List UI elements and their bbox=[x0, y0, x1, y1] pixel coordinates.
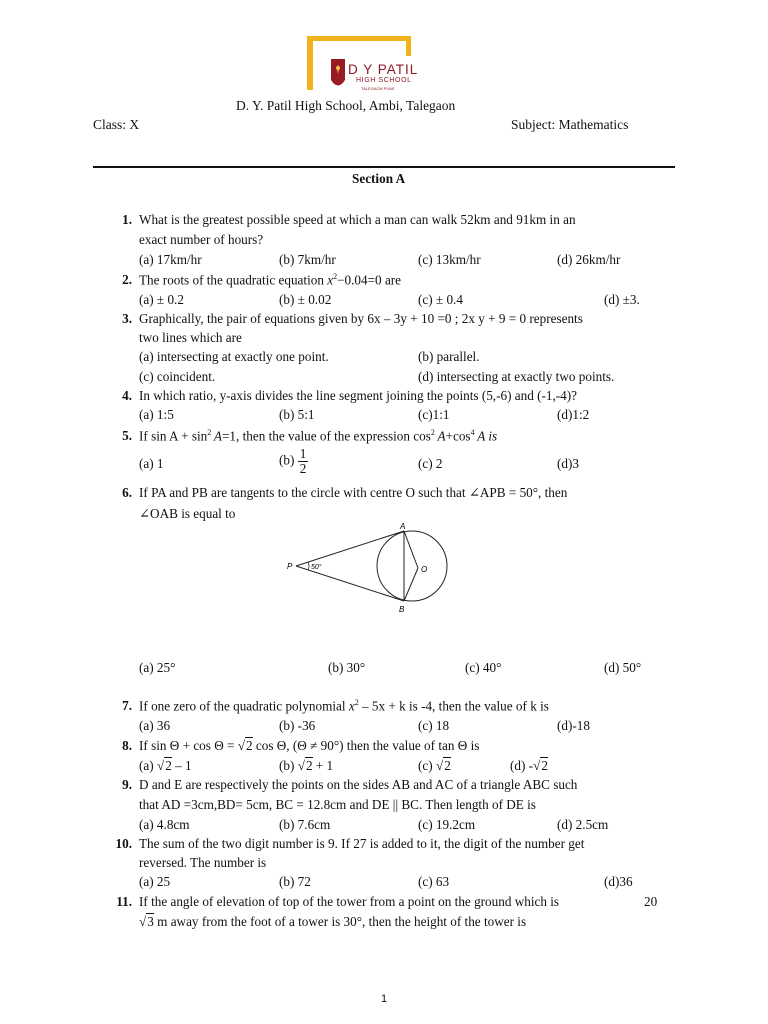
q5-option-b bbox=[279, 447, 308, 476]
q11-text-line1: If the angle of elevation of top of the tower from a point on the ground which is bbox=[139, 894, 560, 909]
q9-text-line2: that AD =3cm,BD= 5cm, BC = 12.8cm and DE || BC. Then length of DE is bbox=[139, 797, 536, 812]
q9-option-a: (a) 4.8cm bbox=[139, 817, 190, 832]
q8-option-b: (b) √2 + 1 bbox=[279, 758, 334, 773]
q9-option-c: (c) 19.2cm bbox=[418, 817, 476, 832]
page-number: 1 bbox=[381, 993, 388, 1005]
q7-text-pre: If one zero of the quadratic polynomial bbox=[139, 698, 346, 714]
header-rule bbox=[93, 166, 675, 168]
q5-fraction-half: $\frac{1}{2}$ bbox=[299, 446, 307, 476]
q5-option-b-label: (b) bbox=[279, 452, 295, 468]
logo-subtitle: HIGH SCHOOL bbox=[356, 77, 412, 84]
q3-option-c: (c) coincident. bbox=[139, 369, 216, 384]
q9-text-line1: D and E are respectively the points on the sides AB and AC of a triangle ABC such bbox=[139, 777, 578, 792]
subject-label: Subject: Mathematics bbox=[511, 117, 629, 132]
q3-text-line2: two lines which are bbox=[139, 330, 242, 345]
q8-option-d-label: (d) - bbox=[510, 758, 534, 773]
q10-number: 10. bbox=[115, 836, 132, 851]
q2-number: 2. bbox=[122, 272, 132, 287]
q8-text-post: cos Θ, (Θ ≠ 90°) then the value of tan Θ is bbox=[255, 738, 480, 753]
q2-option-c: (c) ± 0.4 bbox=[418, 292, 463, 307]
q8-option-c: (c) √2 bbox=[418, 758, 451, 773]
q6-label-p: P bbox=[287, 562, 293, 571]
q8-option-b-label: (b) bbox=[279, 758, 295, 773]
q7-option-c: (c) 18 bbox=[418, 718, 450, 733]
q2-option-a: (a) ± 0.2 bbox=[139, 292, 184, 307]
q11-text-line2-rest: m away from the foot of a tower is 30°, then the height of the tower is bbox=[157, 914, 527, 929]
q7-option-a: (a) 36 bbox=[139, 718, 171, 733]
q3-text-line1: Graphically, the pair of equations given by 6x – 3y + 10 =0 ; 2x y + 9 = 0 represents bbox=[139, 311, 583, 326]
q6-text-line2: ∠OAB is equal to bbox=[139, 506, 236, 521]
q3-number: 3. bbox=[122, 311, 132, 326]
q8-option-a-rest: – 1 bbox=[175, 758, 192, 773]
shield-icon bbox=[330, 58, 346, 92]
q7-option-b: (b) -36 bbox=[279, 718, 316, 733]
q4-text: In which ratio, y-axis divides the line segment joining the points (5,-6) and (-1,-4)? bbox=[139, 388, 578, 403]
q6-label-a: A bbox=[400, 522, 406, 531]
q7-text: If one zero of the quadratic polynomial $x^2 - 5x + k$ is -4, then the value of k is bbox=[139, 698, 549, 714]
school-name: D. Y. Patil High School, Ambi, Talegaon bbox=[236, 98, 456, 113]
q1-number: 1. bbox=[122, 212, 132, 227]
q5-number: 5. bbox=[122, 428, 132, 443]
q2-text-pre: The roots of the quadratic equation bbox=[139, 272, 324, 288]
q6-angle-label: 50° bbox=[311, 564, 322, 571]
q7-option-d: (d)-18 bbox=[557, 718, 590, 733]
logo-place: TALEGAON PUNE bbox=[361, 86, 395, 91]
q8-number: 8. bbox=[122, 738, 132, 753]
q6-number: 6. bbox=[122, 485, 132, 500]
q7-number: 7. bbox=[122, 698, 132, 713]
q4-option-c: (c)1:1 bbox=[418, 407, 450, 422]
q1-text-line1: What is the greatest possible speed at which a man can walk 52km and 91km in an bbox=[139, 212, 576, 227]
q8-text-pre: If sin Θ + cos Θ = bbox=[139, 738, 235, 753]
q2-option-b: (b) ± 0.02 bbox=[279, 292, 332, 307]
q1-option-b: (b) 7km/hr bbox=[279, 252, 336, 267]
q6-option-d: (d) 50° bbox=[604, 660, 642, 675]
q8-option-b-rest: + 1 bbox=[315, 758, 334, 773]
q6-text-line1: If PA and PB are tangents to the circle with centre O such that ∠APB = 50°, then bbox=[139, 485, 568, 500]
q10-option-a: (a) 25 bbox=[139, 874, 171, 889]
q9-option-b: (b) 7.6cm bbox=[279, 817, 331, 832]
q5-text-mid: , then the value of the expression bbox=[236, 428, 410, 444]
q1-option-c: (c) 13km/hr bbox=[418, 252, 481, 267]
q1-option-d: (d) 26km/hr bbox=[557, 252, 621, 267]
q5-text: If $\sin A + \sin^2 A=1$, then the value of the expression $\cos^2 A+\cos^4$ A is bbox=[139, 428, 498, 444]
q6-option-c: (c) 40° bbox=[465, 660, 502, 675]
q3-option-d: (d) intersecting at exactly two points. bbox=[418, 369, 615, 384]
q11-number: 11. bbox=[116, 894, 132, 909]
q8-option-a-label: (a) bbox=[139, 758, 154, 773]
q4-option-d: (d)1:2 bbox=[557, 407, 590, 422]
q2-option-d: (d) ±3. bbox=[604, 292, 640, 307]
q8-option-a: (a) √2 – 1 bbox=[139, 758, 192, 773]
q8-option-d: (d) -√2 bbox=[510, 758, 548, 773]
q8-text: If sin Θ + cos Θ = √2 cos Θ, (Θ ≠ 90°) then the value of tan Θ is bbox=[139, 738, 480, 753]
section-title: Section A bbox=[352, 171, 406, 186]
q1-text-line2: exact number of hours? bbox=[139, 232, 264, 247]
q10-option-c: (c) 63 bbox=[418, 874, 450, 889]
q5-option-a: (a) 1 bbox=[139, 456, 164, 471]
q7-text-post: – 5x + k is -4, then the value of k is bbox=[361, 698, 549, 714]
q5-text-pre: If sin A + sin bbox=[139, 428, 208, 444]
q2-equation: −0.04=0 bbox=[337, 272, 382, 288]
q9-option-d: (d) 2.5cm bbox=[557, 817, 609, 832]
q5-option-c: (c) 2 bbox=[418, 456, 443, 471]
q4-option-a: (a) 1:5 bbox=[139, 407, 174, 422]
logo-name: D Y PATIL bbox=[348, 62, 419, 77]
q10-text-line2: reversed. The number is bbox=[139, 855, 267, 870]
q1-option-a: (a) 17km/hr bbox=[139, 252, 202, 267]
q6-label-o: O bbox=[421, 565, 428, 574]
q6-option-a: (a) 25° bbox=[139, 660, 176, 675]
q4-number: 4. bbox=[122, 388, 132, 403]
q11-distance-value: 20 bbox=[644, 894, 658, 909]
q10-text-line1: The sum of the two digit number is 9. If 27 is added to it, the digit of the number get bbox=[139, 836, 585, 851]
q11-text-line2: √3 m away from the foot of a tower is 30°, then the height of the tower is bbox=[139, 914, 527, 929]
class-label: Class: X bbox=[93, 117, 140, 132]
q3-option-b: (b) parallel. bbox=[418, 349, 480, 364]
q9-number: 9. bbox=[122, 777, 132, 792]
q8-option-c-label: (c) bbox=[418, 758, 433, 773]
q6-tangent-figure bbox=[280, 518, 460, 618]
q6-label-b: B bbox=[399, 605, 405, 614]
q4-option-b: (b) 5:1 bbox=[279, 407, 315, 422]
q2-text-post: are bbox=[384, 272, 402, 288]
q10-option-b: (b) 72 bbox=[279, 874, 311, 889]
q10-option-d: (d)36 bbox=[604, 874, 633, 889]
q5-option-d: (d)3 bbox=[557, 456, 579, 471]
q3-option-a: (a) intersecting at exactly one point. bbox=[139, 349, 329, 364]
q2-text: The roots of the quadratic equation $x^2-0.04=0$ are bbox=[139, 272, 402, 288]
q6-option-b: (b) 30° bbox=[328, 660, 366, 675]
